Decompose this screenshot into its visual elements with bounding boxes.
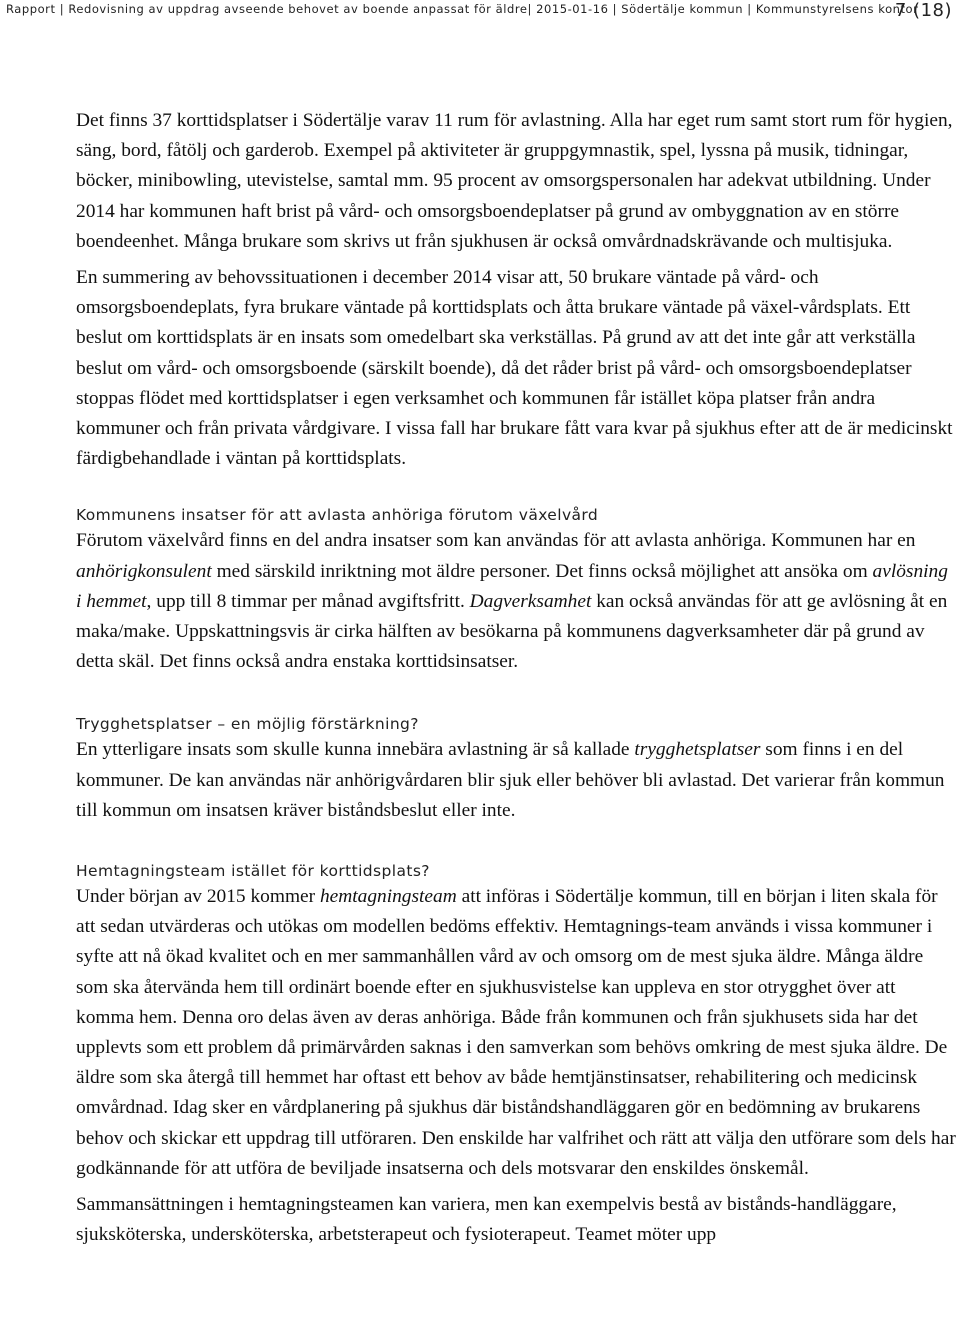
paragraph-korttidsplatser: Det finns 37 korttidsplatser i Södertälje varav 11 rum för avlastning. Alla har eget rum samt stort rum för hygien, säng, bord, fåtölj och garderob. Exempel på aktiviteter är gruppgymnastik, spel, lyssna på musik, tidningar, böcker, minibowling, utevistelse, samtal mm. 95 procent av omsorgspersonalen har adekvat utbildning. Under 2014 har kommunen haft brist på vård- och omsorgsboendeplatser på grund av ombyggnation av en större boendeenhet. Många brukare som skrivs ut från sjukhusen är också omvårdnadskrävande och multisjuka.	[76, 110, 953, 252]
document-body	[76, 106, 956, 1251]
page-number: 7 (18)	[894, 0, 952, 21]
paragraph-sammansattning: Sammansättningen i hemtagningsteamen kan variera, men kan exempelvis bestå av bistånds-handläggare, sjuksköterska, undersköterska, arbetsterapeut och fysioterapeut. Teamet möter upp	[76, 1194, 897, 1246]
term-dagverksamhet: Dagverksamhet	[469, 590, 592, 612]
section-heading-hemtagningsteam: Hemtagningsteam istället för korttidsplats?	[76, 862, 430, 881]
paragraph-behovssituation: En summering av behovssituationen i december 2014 visar att, 50 brukare väntade på vård- och omsorgsboendeplats, fyra brukare väntade på korttidsplats och åtta brukare väntade på växel-vårdsplats. Ett beslut om korttidsplats är en insats som omedelbart ska verkställas. På grund av att det inte går att verkställa beslut om vård- och omsorgsboende (särskilt boende), då det råder brist på vård- och omsorgsboendeplatser stoppas flödet med korttidsplatser i egen verksamhet och kommunen får istället köpa platser från andra kommuner och från privata vårdgivare. I vissa fall har brukare fått vara kvar på sjukhus efter att de är medicinskt färdigbehandlade i väntan på korttidsplats.	[76, 267, 953, 470]
running-header: Rapport | Redovisning av uppdrag avseende behovet av boende anpassat för äldre| 2015-01-16 | Södertälje kommun | Kommunstyrelsens kontor	[6, 2, 919, 16]
term-anhorigkonsulent: anhörigkonsulent	[76, 560, 212, 582]
page-header	[0, 0, 960, 30]
paragraph-trygghetsplatser: En ytterligare insats som skulle kunna innebära avlastning är så kallade trygghetsplatser som finns i en del kommuner. De kan användas när anhörigvårdaren blir sjuk eller behöver bli avlastad. Det varierar från kommun till kommun om insatsen kräver biståndsbeslut eller inte.	[76, 739, 945, 821]
term-avlosning-i-hemmet: avlösning i hemmet	[76, 560, 948, 612]
term-hemtagningsteam: hemtagningsteam	[319, 886, 457, 908]
section-heading-trygghetsplatser: Trygghetsplatser – en möjlig förstärkning?	[76, 715, 419, 734]
section-heading-avlasta-anhoriga: Kommunens insatser för att avlasta anhöriga förutom växelvård	[76, 506, 599, 525]
term-trygghetsplatser: trygghetsplatser	[634, 739, 761, 761]
paragraph-hemtagningsteam: Under början av 2015 kommer hemtagningsteam att införas i Södertälje kommun, till en början i liten skala för att sedan utvärderas och utökas om modellen bedöms effektiv. Hemtagnings-team används i vissa kommuner i syfte att nå ökad kvalitet och en mer sammanhållen vård av och omsorg om de mest sjuka äldre. Många äldre som ska återvända hem till ordinärt boende efter en sjukhusvistelse kan uppleva en stor otrygghet över att komma hem. Denna oro delas även av deras anhöriga. Både från kommunen och från sjukhusets sida har det upplevts som ett problem då primärvården saknas i den samverkan som behövs omkring de mest sjuka äldre. De äldre som ska återgå till hemmet har oftast ett behov av både hemtjänstinsatser, rehabilitering och medicinsk omvårdnad. Idag sker en vårdplanering på sjukhus där biståndshandläggaren gör en bedömning av brukarens behov och skickar ett uppdrag till utföraren. Den enskilde har valfrihet och rätt att välja den utförare som dels har godkännande för att utföra de beviljade insatserna och dels motsvarar den enskildes önskemål.	[76, 886, 956, 1179]
paragraph-avlasta-anhoriga: Förutom växelvård finns en del andra insatser som kan användas för att avlasta anhöriga. Kommunen har en anhörigkonsulent med särskild inriktning mot äldre personer. Det finns också möjlighet att ansöka om avlösning i hemmet, upp till 8 timmar per månad avgiftsfritt. Dagverksamhet kan också användas för att ge avlösning åt en maka/make. Uppskattningsvis är cirka hälften av besökarna på kommunens dagverksamheter där på grund av detta skäl. Det finns också andra enstaka korttidsinsatser.	[76, 530, 948, 673]
